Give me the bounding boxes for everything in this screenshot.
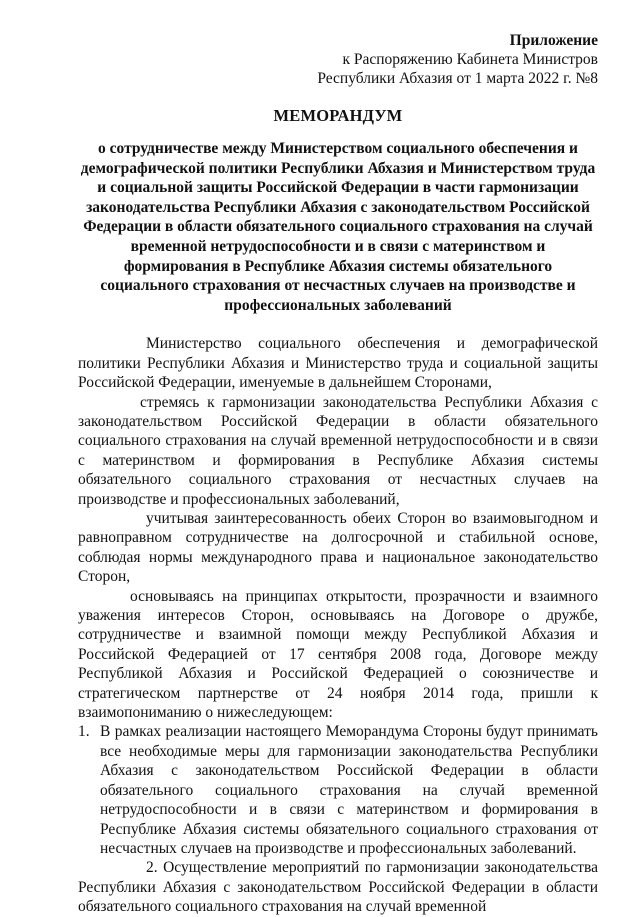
paragraph: учитывая заинтересованность обеих Сторон во взаимовыгодном и равноправном сотрудничестве на долгосрочной и стабильной основе, соблюдая нормы международного права и национальное законодательство Сторон, (78, 510, 598, 586)
numbered-item (78, 722, 598, 858)
item-text: Осуществление мероприятий по гармонизации законодательства Республики Абхазия с законодательством Российской Федерации в области обязательного социального страхования на случай временной (78, 859, 599, 916)
item-number: 1. (78, 723, 90, 741)
document-title: МЕМОРАНДУМ (273, 106, 403, 125)
item-number: 2. (146, 859, 158, 877)
paragraph: стремясь к гармонизации законодательства Республики Абхазия с законодательством Российской Федерации в области обязательного социального страхования на случай временной нетрудоспособности и в связи с материнством и формирования в Республике Абхазия системы обязательного социального страхования от несчастных случаев на производстве и профессиональных заболеваний, (78, 393, 598, 508)
annex-header (78, 31, 598, 88)
annex-reference: к Распоряжению Кабинета Министров (342, 51, 598, 68)
annex-title: Приложение (509, 32, 598, 49)
numbered-item (78, 858, 598, 916)
document-body (78, 334, 598, 916)
document-subtitle: о сотрудничестве между Министерством социального обеспечения и демографической политики Республики Абхазия и Министерством труда и социальной защиты Российской Федерации в части гармонизации законодательства Республики Абхазия с законодательством Российской Федерации в области обязательного социального страхования на случай временной нетрудоспособности и в связи с материнством и формирования в Республике Абхазия системы обязательного социального страхования от несчастных случаев на производстве и профессиональных заболеваний (80, 140, 596, 314)
annex-date: Республики Абхазия от 1 марта 2022 г. №8 (317, 70, 598, 87)
paragraph: Министерство социального обеспечения и демографической политики Республики Абхазия и Министерство труда и социальной защиты Российской Федерации, именуемые в дальнейшем Сторонами, (78, 335, 598, 392)
paragraph: основываясь на принципах открытости, прозрачности и взаимного уважения интересов Сторон, основываясь на Договоре о дружбе, сотрудничестве и взаимной помощи между Республикой Абхазия и Российской Федерацией от 17 сентября 2008 года, Договоре между Республикой Абхазия и Российской Федерацией о союзничестве и стратегическом партнерстве от 24 ноября 2014 года, пришли к взаимопониманию о нижеследующем: (78, 587, 598, 722)
item-text: В рамках реализации настоящего Меморандума Стороны будут принимать все необходимые меры для гармонизации законодательства Республики Абхазия с законодательством Российской Федерации в области обязательного социального страхования на случай временной нетрудоспособности и в связи с материнством и формирования в Республике Абхазия системы обязательного социального страхования от несчастных случаев на производстве и профессиональных заболеваний. (100, 723, 598, 857)
